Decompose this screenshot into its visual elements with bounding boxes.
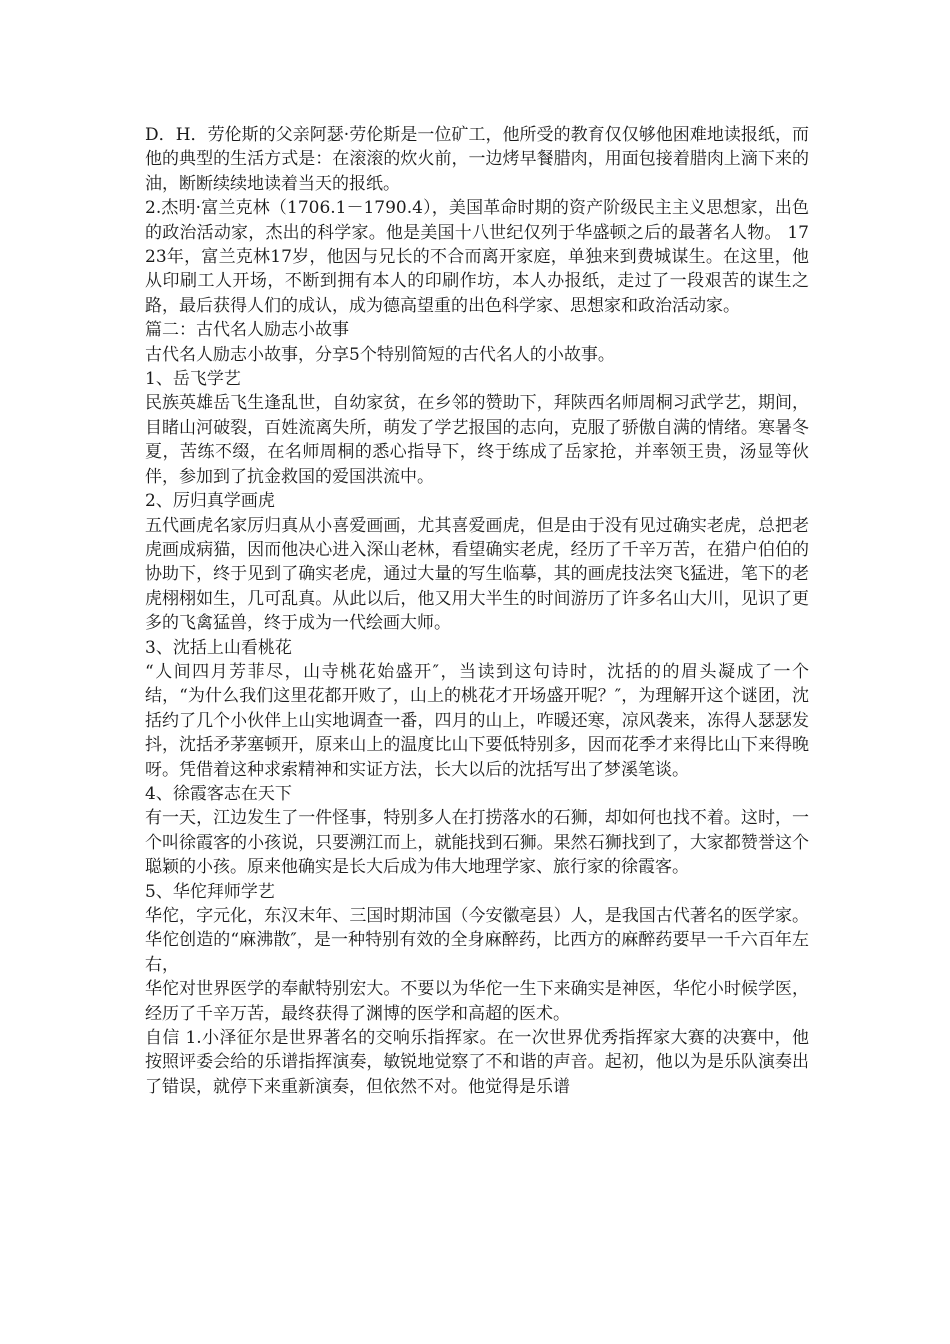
story-heading-1: 1、岳飞学艺 bbox=[145, 369, 241, 390]
section-heading: 篇二：古代名人励志小故事 bbox=[145, 320, 349, 341]
story-body-3: “人间四月芳菲尽，山寺桃花始盛开″，当读到这句诗时，沈括的的眉头凝成了一个结，“为什么我们这里花都开败了，山上的桃花才开场盛开呢？″，为理解开这个谜团，沈括约了几个小伙伴上山实地调查一番，四月的山上，咋暖还寒，凉风袭来，冻得人瑟瑟发抖，沈括矛茅塞顿开，原来山上的温度比山下要低特别多，因而花季才来得比山下来得晚呀。凭借着这种求索精神和实证方法，长大以后的沈括写出了梦溪笔谈。 bbox=[145, 661, 809, 780]
paragraph-franklin: 2.杰明·富兰克林（1706.1－1790.4），美国革命时期的资产阶级民主主义思想家，出色的政治活动家，杰出的科学家。他是美国十八世纪仅列于华盛顿之后的最著名人物。 1723年，富兰克林17岁，他因与兄长的不合而离开家庭，单独来到费城谋生。在这里，他从印刷工人开场，不断到拥有本人的印刷作坊，本人办报纸，走过了一段艰苦的谋生之路，最后获得人们的成认，成为德高望重的出色科学家、思想家和政治活动家。 bbox=[145, 198, 809, 316]
story-heading-4: 4、徐霞客志在天下 bbox=[145, 783, 292, 804]
story-body-1: 民族英雄岳飞生逢乱世，自幼家贫，在乡邻的赞助下，拜陕西名师周桐习武学艺，期间，目睹山河破裂，百姓流离失所，萌发了学艺报国的志向，克服了骄傲自满的情绪。寒暑冬夏，苦练不缀，在名师周桐的悉心指导下，终于练成了岳家抢，并率领王贵，汤显等伙伴，参加到了抗金救国的爱国洪流中。 bbox=[145, 393, 809, 487]
paragraph-lawrence: D．H．劳伦斯的父亲阿瑟·劳伦斯是一位矿工，他所受的教育仅仅够他困难地读报纸，而他的典型的生活方式是：在滚滚的炊火前，一边烤早餐腊肉，用面包接着腊肉上滴下来的油，断断续续地读着当天的报纸。 bbox=[145, 125, 809, 194]
paragraph-confidence: 自信 1.小泽征尔是世界著名的交响乐指挥家。在一次世界优秀指挥家大赛的决赛中，他按照评委会给的乐谱指挥演奏，敏锐地觉察了不和谐的声音。起初，他以为是乐队演奏出了错误，就停下来重新演奏，但依然不对。他觉得是乐谱 bbox=[145, 1028, 809, 1097]
document-body bbox=[145, 123, 809, 1099]
story-heading-3: 3、沈括上山看桃花 bbox=[145, 637, 292, 658]
story-body-5b: 华佗对世界医学的奉献特别宏大。不要以为华佗一生下来确实是神医，华佗小时候学医，经历了千辛万苦，最终获得了渊博的医学和高超的医术。 bbox=[145, 979, 809, 1024]
story-body-5a: 华佗，字元化，东汉末年、三国时期沛国（今安徽亳县）人，是我国古代著名的医学家。华佗创造的“麻沸散″，是一种特别有效的全身麻醉药，比西方的麻醉药要早一千六百年左右， bbox=[145, 906, 809, 975]
story-heading-5: 5、华佗拜师学艺 bbox=[145, 881, 275, 902]
story-body-2: 五代画虎名家厉归真从小喜爱画画，尤其喜爱画虎，但是由于没有见过确实老虎，总把老虎画成病猫，因而他决心进入深山老林，看望确实老虎，经历了千辛万苦，在猎户伯伯的协助下，终于见到了确实老虎，通过大量的写生临摹，其的画虎技法突飞猛进，笔下的老虎栩栩如生，几可乱真。从此以后，他又用大半生的时间游历了许多名山大川，见识了更多的飞禽猛兽，终于成为一代绘画大师。 bbox=[145, 515, 809, 634]
paragraph-intro: 古代名人励志小故事，分享5个特别简短的古代名人的小故事。 bbox=[145, 344, 615, 365]
story-heading-2: 2、厉归真学画虎 bbox=[145, 491, 275, 512]
story-body-4: 有一天，江边发生了一件怪事，特别多人在打捞落水的石狮，却如何也找不着。这时，一个叫徐霞客的小孩说，只要溯江而上，就能找到石狮。果然石狮找到了，大家都赞誉这个聪颖的小孩。原来他确实是长大后成为伟大地理学家、旅行家的徐霞客。 bbox=[145, 808, 809, 878]
